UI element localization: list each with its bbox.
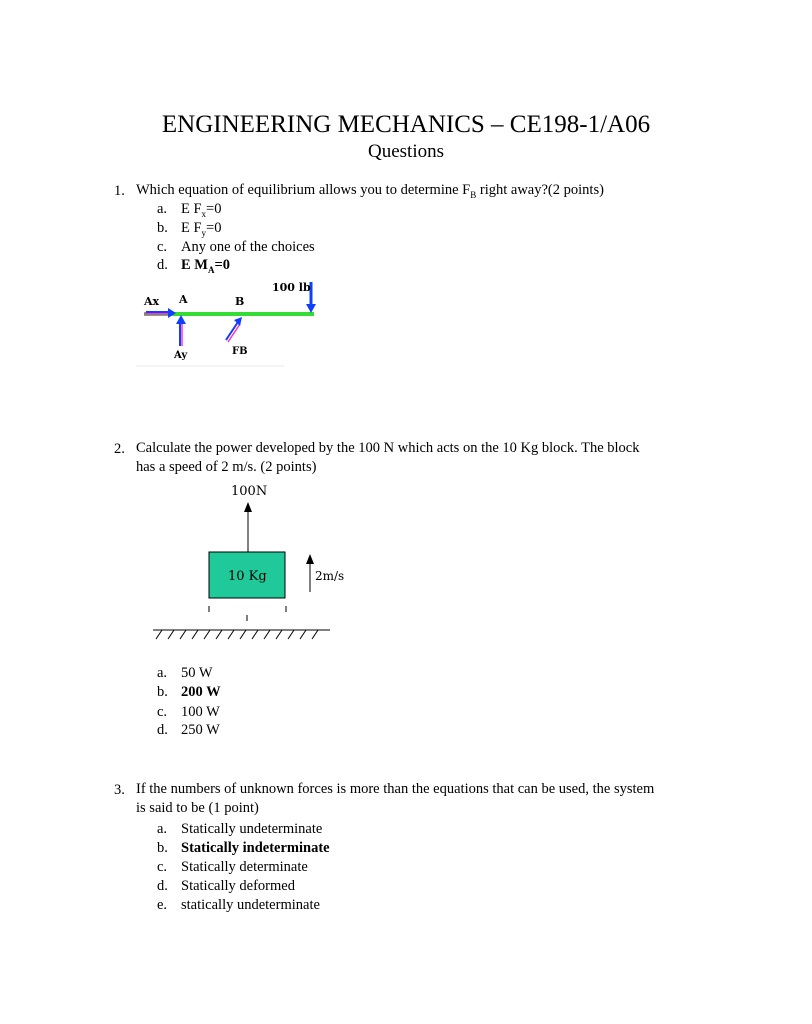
q2-option-letter: c. xyxy=(157,704,168,720)
q1-beam-diagram xyxy=(134,276,334,370)
q2-block-diagram xyxy=(150,478,345,648)
q2-option-text: 250 W xyxy=(181,722,220,738)
q1-option-sub: x xyxy=(201,208,207,219)
q1-option-sub: y xyxy=(201,227,207,238)
q3-option-d[interactable] xyxy=(157,877,295,896)
q3-option-letter: a. xyxy=(157,821,168,837)
q3-number: 3. xyxy=(114,782,125,798)
ay-arrowhead-icon xyxy=(176,315,186,324)
q2-option-text: 200 W xyxy=(181,684,221,700)
page-subtitle: Questions xyxy=(368,141,444,162)
ax-arrowhead-icon xyxy=(168,308,176,318)
point-b-label: B xyxy=(235,295,245,308)
q1-option-pre: E F xyxy=(181,201,202,217)
q3-option-e[interactable] xyxy=(157,896,320,915)
q3-option-letter: b. xyxy=(157,840,168,856)
load-label: 100 lb xyxy=(272,281,311,294)
q2-option-text: 100 W xyxy=(181,704,220,720)
force-label: 100N xyxy=(231,484,268,499)
q1-option-letter: b. xyxy=(157,220,168,236)
force-arrowhead-icon xyxy=(244,502,252,512)
q2-option-c[interactable] xyxy=(157,703,220,722)
fb-label: FB xyxy=(232,346,248,357)
q1-option-post: =0 xyxy=(214,257,230,273)
q2-text-line2: has a speed of 2 m/s. (2 points) xyxy=(136,459,317,475)
q1-option-letter: c. xyxy=(157,239,168,255)
q3-option-b[interactable] xyxy=(157,839,330,858)
q1-option-pre: Any one of the choices xyxy=(181,239,315,255)
speed-label: 2m/s xyxy=(315,569,345,583)
q1-option-c[interactable] xyxy=(157,238,315,257)
q3-option-text: Statically deformed xyxy=(181,878,295,894)
q1-option-pre: E F xyxy=(181,220,202,236)
q3-option-letter: c. xyxy=(157,859,168,875)
ax-label: Ax xyxy=(144,295,160,308)
q1-text-after: right away?(2 points) xyxy=(476,182,604,198)
q3-option-text: Statically indeterminate xyxy=(181,840,330,856)
q3-option-text: statically undeterminate xyxy=(181,897,320,913)
q2-option-letter: a. xyxy=(157,665,168,681)
q1-option-pre: E M xyxy=(181,257,208,273)
q1-text-before: Which equation of equilibrium allows you to determine F xyxy=(136,182,471,198)
q3-option-letter: e. xyxy=(157,897,168,913)
q3-option-text: Statically undeterminate xyxy=(181,821,323,837)
q3-option-c[interactable] xyxy=(157,858,308,877)
q2-number: 2. xyxy=(114,441,125,457)
q2-option-b[interactable] xyxy=(157,683,221,702)
q2-text-line1: Calculate the power developed by the 100 N which acts on the 10 Kg block. The block xyxy=(136,440,640,456)
q3-option-a[interactable] xyxy=(157,820,322,839)
q2-option-text: 50 W xyxy=(181,665,213,681)
q2-option-letter: b. xyxy=(157,684,168,700)
q2-option-a[interactable] xyxy=(157,664,213,683)
q1-number: 1. xyxy=(114,183,125,199)
q1-option-post: =0 xyxy=(206,220,222,236)
q1-option-letter: a. xyxy=(157,201,168,217)
ground-hatching xyxy=(156,630,318,639)
point-a-label: A xyxy=(179,293,188,306)
q1-option-post: =0 xyxy=(206,201,222,217)
page-title: ENGINEERING MECHANICS – CE198-1/A06 xyxy=(161,111,651,138)
q3-option-text: Statically determinate xyxy=(181,859,308,875)
q1-text-sub: B xyxy=(470,189,477,200)
q1-option-sub: A xyxy=(207,264,215,275)
q3-option-letter: d. xyxy=(157,878,168,894)
q2-option-d[interactable] xyxy=(157,721,220,740)
q3-text-line1: If the numbers of unknown forces is more than the equations that can be used, the system xyxy=(136,781,655,797)
q1-option-letter: d. xyxy=(157,257,168,273)
q3-text-line2: is said to be (1 point) xyxy=(136,800,259,816)
q2-option-letter: d. xyxy=(157,722,168,738)
speed-arrowhead-icon xyxy=(306,554,314,564)
ay-label: Ay xyxy=(174,350,188,361)
load-arrowhead-icon xyxy=(306,304,316,313)
block-label: 10 Kg xyxy=(228,569,267,584)
